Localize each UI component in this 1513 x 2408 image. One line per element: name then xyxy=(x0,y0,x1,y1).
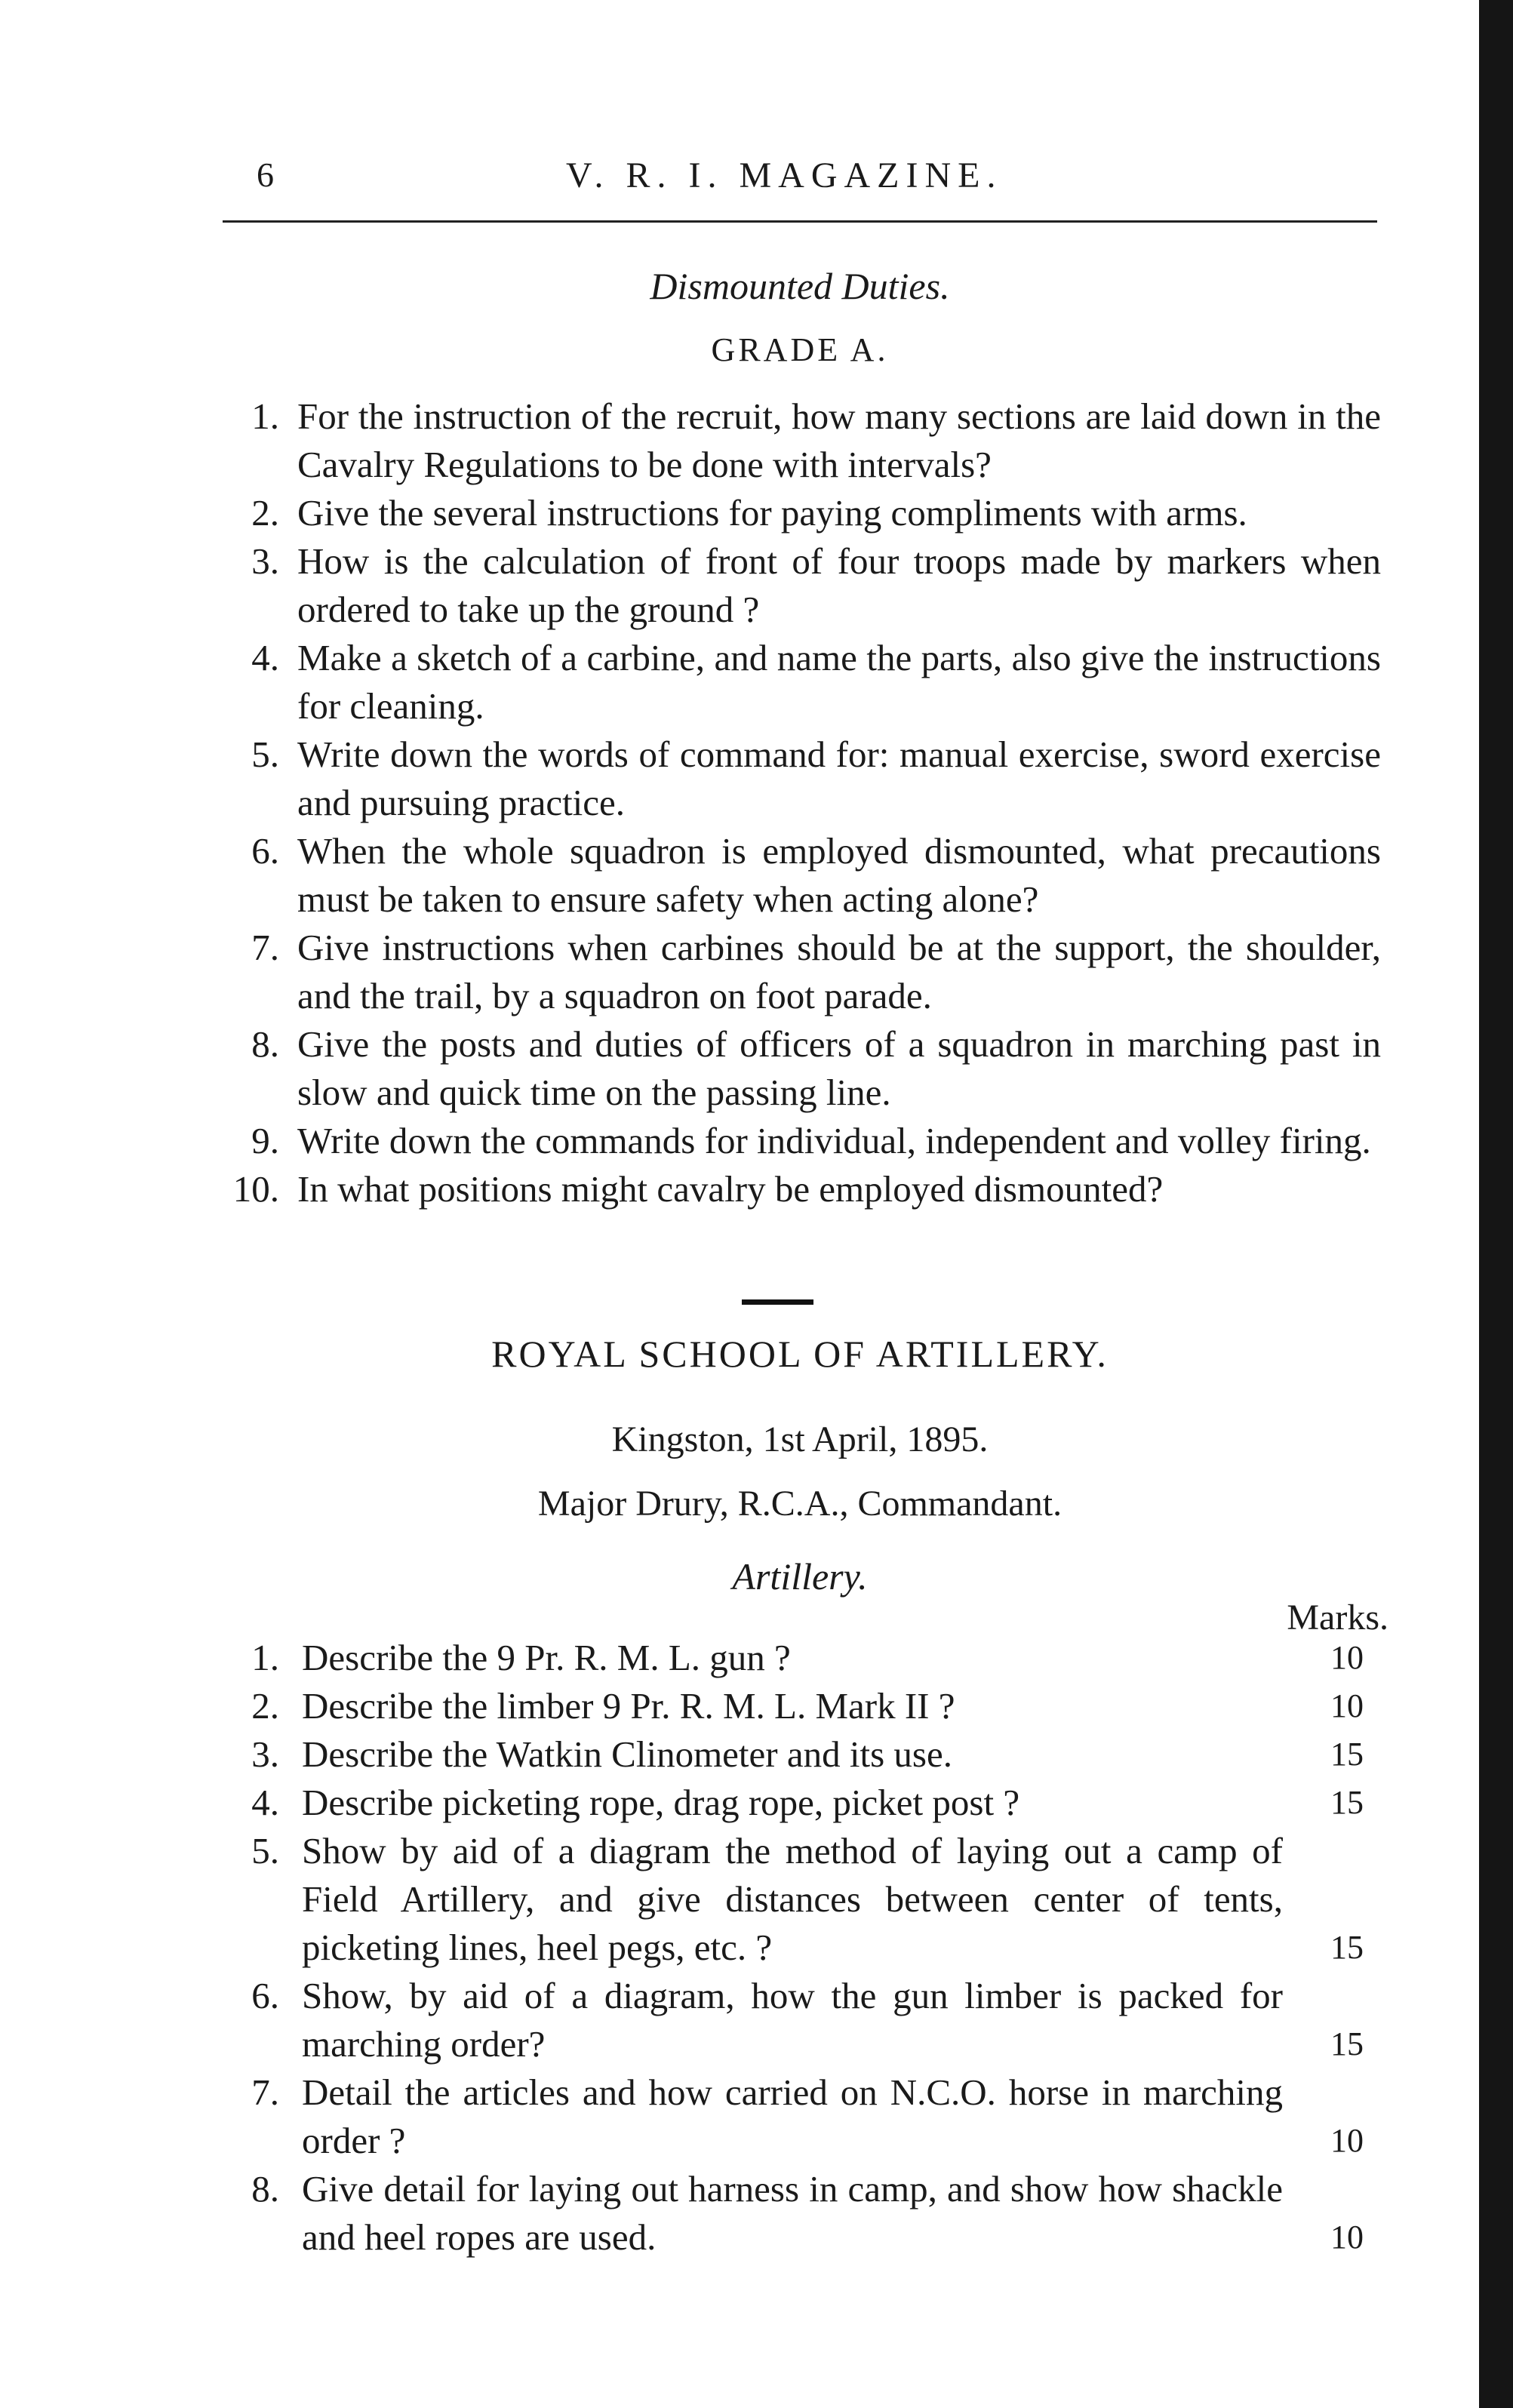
running-title: V. R. I. MAGAZINE. xyxy=(566,155,1003,195)
question-text: Describe picketing rope, drag rope, picket post ? xyxy=(302,1782,1020,1823)
question-item xyxy=(204,1779,1388,1827)
question-number: 2. xyxy=(251,1685,279,1727)
header-rule xyxy=(223,220,1377,223)
page-header xyxy=(219,155,1373,200)
question-text: Give the posts and duties of officers of a squadron in marching past in slow and quick time on the passing line. xyxy=(297,1023,1381,1113)
question-text: Make a sketch of a carbine, and name the parts, also give the instructions for cleaning. xyxy=(297,637,1381,727)
page-number: 6 xyxy=(257,155,274,194)
question-item xyxy=(204,1730,1388,1779)
question-number: 7. xyxy=(251,2071,279,2113)
question-item xyxy=(204,489,1381,537)
section-divider xyxy=(742,1299,813,1305)
question-item xyxy=(204,2068,1388,2165)
question-item xyxy=(204,1020,1381,1117)
question-number: 8. xyxy=(251,1023,279,1065)
commandant-line: Major Drury, R.C.A., Commandant. xyxy=(537,1484,1062,1524)
question-item xyxy=(204,1634,1388,1682)
question-item xyxy=(204,924,1381,1020)
question-text: Give the several instructions for paying compliments with arms. xyxy=(297,492,1247,534)
subject-title: Artillery. xyxy=(732,1555,868,1598)
question-item xyxy=(204,1682,1388,1730)
question-marks: 15 xyxy=(1330,1784,1364,1821)
question-number: 5. xyxy=(251,733,279,775)
artillery-question-list xyxy=(204,1634,1388,2262)
question-number: 3. xyxy=(251,1733,279,1775)
question-text: Give detail for laying out harness in camp, and show how shackle and heel ropes are used. xyxy=(302,2168,1283,2258)
exam-date: Kingston, 1st April, 1895. xyxy=(611,1419,989,1459)
question-marks: 15 xyxy=(1330,2025,1364,2062)
question-item xyxy=(204,1827,1388,1972)
question-item xyxy=(204,2165,1388,2262)
question-item xyxy=(204,634,1381,730)
grade-heading: GRADE A. xyxy=(711,331,889,368)
question-text: For the instruction of the recruit, how many sections are laid down in the Cavalry Regulations to be done with intervals? xyxy=(297,395,1381,485)
question-text: Describe the limber 9 Pr. R. M. L. Mark II ? xyxy=(302,1685,955,1727)
question-marks: 10 xyxy=(1330,2122,1364,2159)
question-number: 7. xyxy=(251,927,279,968)
question-number: 4. xyxy=(251,1782,279,1823)
question-text: Show by aid of a diagram the method of laying out a camp of Field Artillery, and give distances between center of tents, picketing lines, heel pegs, etc. ? xyxy=(302,1830,1283,1968)
dismounted-question-list xyxy=(204,392,1381,1213)
question-marks: 10 xyxy=(1330,2219,1364,2256)
question-marks: 10 xyxy=(1330,1687,1364,1724)
page-binding-edge xyxy=(1479,0,1513,2408)
question-number: 6. xyxy=(251,1975,279,2016)
question-item xyxy=(204,537,1381,634)
question-number: 5. xyxy=(251,1830,279,1871)
question-marks: 10 xyxy=(1330,1639,1364,1676)
question-item xyxy=(204,1972,1388,2068)
question-number: 9. xyxy=(251,1120,279,1161)
question-marks: 15 xyxy=(1330,1929,1364,1966)
marks-heading: Marks. xyxy=(1287,1598,1388,1638)
question-number: 6. xyxy=(251,830,279,872)
question-number: 2. xyxy=(251,492,279,534)
question-text: Detail the articles and how carried on N.C.O. horse in marching order ? xyxy=(302,2071,1283,2161)
question-number: 4. xyxy=(251,637,279,678)
question-text: Write down the commands for individual, independent and volley firing. xyxy=(297,1120,1371,1161)
question-number: 1. xyxy=(251,395,279,437)
question-text: Write down the words of command for: manual exercise, sword exercise and pursuing practice. xyxy=(297,733,1381,823)
question-number: 10. xyxy=(232,1168,279,1210)
question-number: 8. xyxy=(251,2168,279,2210)
section-title: Dismounted Duties. xyxy=(650,265,950,307)
question-number: 3. xyxy=(251,540,279,582)
question-text: Give instructions when carbines should be at the support, the shoulder, and the trail, by a squadron on foot parade. xyxy=(297,927,1381,1016)
question-text: Describe the 9 Pr. R. M. L. gun ? xyxy=(302,1637,791,1678)
school-title: ROYAL SCHOOL OF ARTILLERY. xyxy=(491,1333,1109,1375)
question-item xyxy=(204,1117,1381,1165)
question-text: When the whole squadron is employed dismounted, what precautions must be taken to ensure safety when acting alone? xyxy=(297,830,1381,920)
question-text: Show, by aid of a diagram, how the gun limber is packed for marching order? xyxy=(302,1975,1283,2065)
question-item xyxy=(204,1165,1381,1213)
question-text: How is the calculation of front of four troops made by markers when ordered to take up the ground ? xyxy=(297,540,1381,630)
question-text: In what positions might cavalry be employed dismounted? xyxy=(297,1168,1164,1210)
question-item xyxy=(204,392,1381,489)
question-number: 1. xyxy=(251,1637,279,1678)
question-text: Describe the Watkin Clinometer and its use. xyxy=(302,1733,952,1775)
question-item xyxy=(204,730,1381,827)
question-marks: 15 xyxy=(1330,1736,1364,1773)
question-item xyxy=(204,827,1381,924)
